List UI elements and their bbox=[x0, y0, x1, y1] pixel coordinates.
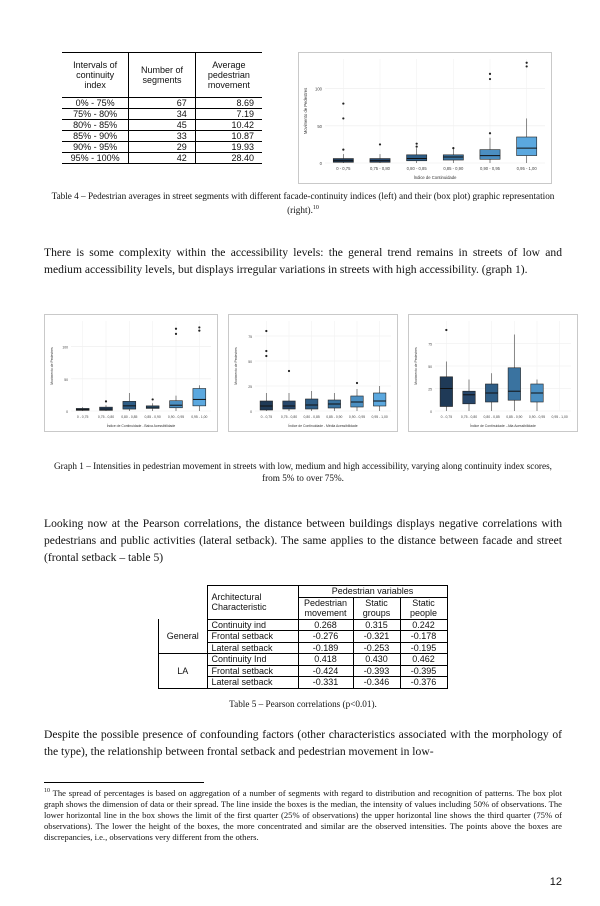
table4-interval-cell: 85% - 90% bbox=[62, 131, 129, 142]
outlier-point bbox=[175, 328, 177, 330]
x-tick-label: 0,95 - 1,00 bbox=[191, 415, 208, 419]
table5-row bbox=[159, 619, 448, 631]
table5-characteristic-cell: Lateral setback bbox=[207, 642, 298, 654]
x-tick-label: 0,75 - 0,80 bbox=[369, 166, 391, 171]
x-tick-label: 0 - 0,75 bbox=[76, 415, 89, 419]
footnote-text: The spread of percentages is based on aggregation of a number of segments with regard to distribution and recognition of patterns. The box plot graph shows the dimension of data or their spread. The line inside the boxes is the median, the intensity of values including 50% of observations. The lower horizontal line in the box shows the limit of the first quarter (25% of observations) the upper horizontal line shows the third quarter (75% of observations). The lower the height of the boxes, the more concentrated and similar are the observed intensities. The points above the boxes are discrepancies, i.e., observations very different from the others. bbox=[44, 787, 562, 842]
y-axis-label: Movimento de Pedestres bbox=[303, 87, 308, 135]
outlier-point bbox=[288, 370, 290, 372]
table5-value-cell: 0.430 bbox=[353, 654, 400, 666]
table4-interval-cell: 0% - 75% bbox=[62, 98, 129, 109]
table4-average-cell: 10.42 bbox=[195, 120, 262, 131]
box bbox=[123, 401, 136, 409]
x-tick-label: 0,90 - 0,95 bbox=[167, 415, 185, 419]
table-4 bbox=[62, 52, 262, 164]
outlier-point bbox=[379, 143, 381, 145]
outlier-point bbox=[489, 73, 491, 75]
table4-row bbox=[62, 120, 262, 131]
table5-value-cell: -0.395 bbox=[400, 665, 447, 677]
table5-value-cell: -0.253 bbox=[353, 642, 400, 654]
x-tick-label: 0 - 0,75 bbox=[260, 415, 273, 419]
table5-value-cell: -0.195 bbox=[400, 642, 447, 654]
y-tick-label: 75 bbox=[428, 342, 432, 347]
y-axis-label: Movimento de Pedestres bbox=[234, 347, 238, 385]
outlier-point bbox=[526, 65, 528, 67]
x-tick-label: 0,75 - 0,80 bbox=[97, 415, 115, 419]
box bbox=[305, 399, 317, 409]
graph1-caption: Graph 1 – Intensities in pedestrian movement in streets with low, medium and high accessibility, varying along continuity index scores, from 5% to over 75%. bbox=[54, 461, 552, 483]
outlier-point bbox=[198, 330, 200, 332]
x-tick-label: 0,90 - 0,95 bbox=[528, 415, 546, 419]
outlier-point bbox=[489, 78, 491, 80]
outlier-point bbox=[489, 132, 491, 134]
y-tick-label: 25 bbox=[248, 385, 252, 389]
outlier-point bbox=[526, 62, 528, 64]
table4-segments-cell: 33 bbox=[129, 131, 196, 142]
box bbox=[508, 368, 520, 400]
table5-characteristic-cell: Lateral setback bbox=[207, 677, 298, 689]
table4-row bbox=[62, 98, 262, 109]
x-tick-label: 0,80 - 0,85 bbox=[121, 415, 138, 419]
footnote-number: 10 bbox=[44, 788, 50, 794]
graph1-high-panel bbox=[408, 314, 578, 432]
outlier-point bbox=[356, 382, 358, 384]
table4-average-cell: 8.69 bbox=[195, 98, 262, 109]
table5-value-cell: -0.424 bbox=[298, 665, 353, 677]
outlier-point bbox=[416, 146, 418, 148]
x-axis-label: Índice de Continuidade bbox=[413, 175, 457, 180]
outlier-point bbox=[198, 326, 200, 328]
box bbox=[440, 377, 452, 407]
table5-characteristic-cell: Continuity Ind bbox=[207, 654, 298, 666]
x-tick-label: 0,80 - 0,85 bbox=[303, 415, 320, 419]
table4-average-cell: 19.93 bbox=[195, 142, 262, 153]
table-5 bbox=[158, 585, 448, 689]
page-number: 12 bbox=[549, 876, 562, 888]
graph1-medium-panel bbox=[228, 314, 398, 432]
table4-row bbox=[62, 131, 262, 142]
y-tick-label: 50 bbox=[64, 377, 68, 382]
x-tick-label: 0,80 - 0,85 bbox=[406, 166, 427, 171]
x-axis-label: Índice de Continuidade - Alta Acessibilidade bbox=[470, 424, 536, 428]
x-axis-label: Índice de Continuidade - Média Acessibilidade bbox=[288, 424, 358, 428]
table5-header-groups: Static groups bbox=[353, 597, 400, 619]
table4-caption-footnote-ref: 10 bbox=[312, 205, 319, 211]
table5-value-cell: 0.315 bbox=[353, 619, 400, 631]
x-tick-label: 0,85 - 0,90 bbox=[144, 415, 161, 419]
x-tick-label: 0 - 0,75 bbox=[336, 166, 351, 171]
table5-value-cell: -0.346 bbox=[353, 677, 400, 689]
table5-value-cell: 0.418 bbox=[298, 654, 353, 666]
table4-interval-cell: 75% - 80% bbox=[62, 109, 129, 120]
outlier-point bbox=[265, 350, 267, 352]
y-axis-label: Movimento de Pedestres bbox=[414, 347, 418, 385]
table4-segments-cell: 67 bbox=[129, 98, 196, 109]
table5-group-label: General bbox=[159, 619, 208, 654]
table4-header-intervals: Intervals of continuity index bbox=[62, 53, 129, 98]
table4-interval-cell: 95% - 100% bbox=[62, 153, 129, 164]
graph1-medium-svg bbox=[229, 315, 397, 431]
outlier-point bbox=[175, 333, 177, 335]
box bbox=[407, 155, 427, 161]
graph1-low-svg bbox=[45, 315, 217, 431]
graph1-low-panel bbox=[44, 314, 218, 432]
table5-value-cell: -0.321 bbox=[353, 631, 400, 643]
table5-value-cell: -0.331 bbox=[298, 677, 353, 689]
footnote bbox=[44, 786, 562, 843]
x-tick-label: 0,80 - 0,85 bbox=[483, 415, 500, 419]
y-tick-label: 0 bbox=[430, 410, 432, 414]
table4-row bbox=[62, 142, 262, 153]
x-tick-label: 0,85 - 0,90 bbox=[443, 166, 464, 171]
x-axis-label: Índice de Continuidade - Baixa Acessibilidade bbox=[106, 424, 176, 428]
table5-characteristic-cell: Frontal setback bbox=[207, 631, 298, 643]
table5-caption: Table 5 – Pearson correlations (p<0.01). bbox=[229, 699, 377, 709]
table4-average-cell: 10.87 bbox=[195, 131, 262, 142]
table5-group-label: LA bbox=[159, 654, 208, 689]
outlier-point bbox=[342, 117, 344, 119]
table4-segments-cell: 42 bbox=[129, 153, 196, 164]
table4-row bbox=[62, 109, 262, 120]
table4-boxplot bbox=[298, 52, 552, 184]
outlier-point bbox=[416, 143, 418, 145]
outlier-point bbox=[265, 330, 267, 332]
outlier-point bbox=[452, 147, 454, 149]
table4-segments-cell: 45 bbox=[129, 120, 196, 131]
x-tick-label: 0,85 - 0,90 bbox=[326, 415, 343, 419]
table4-header-average: Average pedestrian movement bbox=[195, 53, 262, 98]
outlier-point bbox=[152, 398, 154, 400]
table4-boxplot-svg bbox=[299, 53, 551, 183]
table4-average-cell: 28.40 bbox=[195, 153, 262, 164]
table4-row bbox=[62, 153, 262, 164]
y-tick-label: 50 bbox=[248, 360, 252, 364]
table4-average-cell: 7.19 bbox=[195, 109, 262, 120]
x-tick-label: 0,95 - 1,00 bbox=[516, 166, 537, 171]
outlier-point bbox=[342, 149, 344, 151]
x-tick-label: 0,75 - 0,80 bbox=[460, 415, 478, 419]
box bbox=[517, 137, 537, 156]
table5-row bbox=[159, 654, 448, 666]
x-tick-label: 0,75 - 0,80 bbox=[280, 415, 298, 419]
paragraph-confounding: Despite the possible presence of confounding factors (other characteristics associated with the morphology of the type), the relationship between frontal setback and pedestrian movement in low- bbox=[44, 728, 562, 758]
table5-characteristic-cell: Continuity ind bbox=[207, 619, 298, 631]
table5-header-movement: Pedestrian movement bbox=[298, 597, 353, 619]
x-tick-label: 0,90 - 0,95 bbox=[479, 166, 501, 171]
table5-value-cell: -0.393 bbox=[353, 665, 400, 677]
table5-value-cell: 0.242 bbox=[400, 619, 447, 631]
footnote-divider bbox=[44, 782, 204, 783]
y-tick-label: 100 bbox=[62, 345, 68, 350]
box bbox=[283, 401, 295, 409]
paragraph-pearson: Looking now at the Pearson correlations, the distance between buildings displays negative correlations with pedestrians and public activities (lateral setback). The same applies to the distance between facade and street (frontal setback – table 5) bbox=[44, 517, 562, 564]
table5-header-characteristic: Architectural Characteristic bbox=[207, 586, 298, 620]
y-tick-label: 100 bbox=[315, 86, 322, 92]
table4-segments-cell: 34 bbox=[129, 109, 196, 120]
table5-value-cell: 0.268 bbox=[298, 619, 353, 631]
table5-header-people: Static people bbox=[400, 597, 447, 619]
table4-header-segments: Number of segments bbox=[129, 53, 196, 98]
paragraph-accessibility: There is some complexity within the accessibility levels: the general trend remains in streets of low and medium accessibility levels, but displays irregular variations in streets with high accessibility. (graph 1). bbox=[44, 246, 562, 276]
outlier-point bbox=[445, 329, 447, 331]
outlier-point bbox=[265, 355, 267, 357]
table5-value-cell: -0.276 bbox=[298, 631, 353, 643]
y-axis-label: Movimento de Pedestres bbox=[50, 347, 54, 385]
table4-interval-cell: 80% - 85% bbox=[62, 120, 129, 131]
table5-blank-corner bbox=[159, 586, 208, 620]
y-tick-label: 0 bbox=[250, 410, 252, 414]
y-tick-label: 0 bbox=[66, 410, 68, 414]
y-tick-label: 75 bbox=[248, 335, 252, 339]
table5-header-pedestrian-variables: Pedestrian variables bbox=[298, 586, 447, 598]
table5-value-cell: -0.376 bbox=[400, 677, 447, 689]
graph1-high-svg bbox=[409, 315, 577, 431]
x-tick-label: 0 - 0,75 bbox=[440, 415, 453, 419]
x-tick-label: 0,95 - 1,00 bbox=[371, 415, 388, 419]
box bbox=[170, 401, 183, 408]
y-tick-label: 25 bbox=[428, 387, 432, 392]
outlier-point bbox=[105, 400, 107, 402]
table5-value-cell: 0.462 bbox=[400, 654, 447, 666]
box bbox=[373, 393, 385, 406]
x-tick-label: 0,90 - 0,95 bbox=[348, 415, 366, 419]
x-tick-label: 0,95 - 1,00 bbox=[551, 415, 568, 419]
table4-caption bbox=[44, 190, 562, 216]
y-tick-label: 50 bbox=[428, 365, 432, 369]
box bbox=[193, 389, 206, 406]
table4-segments-cell: 29 bbox=[129, 142, 196, 153]
box bbox=[480, 150, 500, 160]
table4-caption-text: Table 4 – Pedestrian averages in street segments with different facade-continuity indices (left) and their (box plot) graphic representation (right). bbox=[51, 191, 555, 216]
table5-value-cell: -0.178 bbox=[400, 631, 447, 643]
box bbox=[463, 391, 475, 404]
table4-interval-cell: 90% - 95% bbox=[62, 142, 129, 153]
x-tick-label: 0,85 - 0,90 bbox=[506, 415, 523, 419]
table5-value-cell: -0.189 bbox=[298, 642, 353, 654]
table5-characteristic-cell: Frontal setback bbox=[207, 665, 298, 677]
outlier-point bbox=[342, 102, 344, 104]
y-tick-label: 0 bbox=[319, 161, 322, 166]
y-tick-label: 50 bbox=[317, 123, 322, 129]
